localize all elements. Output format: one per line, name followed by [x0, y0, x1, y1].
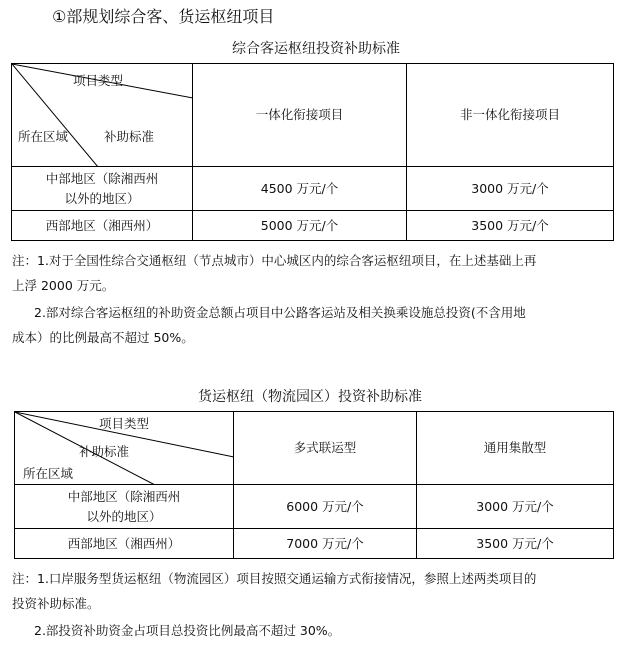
freight-note-1-line-2: 投资补助标准。 — [12, 596, 100, 611]
diagonal-header-cell — [15, 412, 234, 485]
passenger-note-1-line-1: 注：1.对于全国性综合交通枢纽（节点城市）中心城区内的综合客运枢纽项目，在上述基础上再 — [12, 253, 537, 268]
amount-cell: 3000 万元/个 — [417, 485, 614, 529]
amount-cell: 3000 万元/个 — [407, 167, 614, 211]
column-header: 非一体化衔接项目 — [407, 64, 614, 167]
passenger-table-title: 综合客运枢纽投资补助标准 — [232, 41, 400, 57]
table-row — [15, 529, 614, 559]
passenger-note-1-line-2: 上浮 2000 万元。 — [12, 278, 115, 293]
table-row — [12, 211, 614, 241]
section-heading: ①部规划综合客、货运枢纽项目 — [52, 7, 275, 26]
freight-note-2: 2.部投资补助资金占项目总投资比例最高不超过 30%。 — [34, 623, 341, 638]
column-header: 通用集散型 — [417, 412, 614, 485]
diag-label-region: 所在区域 — [18, 129, 69, 144]
region-cell: 中部地区（除湘西州 以外的地区） — [15, 485, 234, 529]
diag-label-subsidy: 补助标准 — [104, 129, 155, 144]
diag-label-project-type: 项目类型 — [99, 416, 150, 431]
diag-label-subsidy: 补助标准 — [79, 444, 130, 459]
diagonal-header-cell — [12, 64, 193, 167]
region-cell: 中部地区（除湘西州 以外的地区） — [12, 167, 193, 211]
amount-cell: 7000 万元/个 — [234, 529, 417, 559]
amount-cell: 4500 万元/个 — [193, 167, 407, 211]
amount-cell: 5000 万元/个 — [193, 211, 407, 241]
region-cell: 西部地区（湘西州） — [12, 211, 193, 241]
table-header-row — [12, 64, 614, 167]
amount-cell: 3500 万元/个 — [407, 211, 614, 241]
table-row — [15, 485, 614, 529]
passenger-subsidy-table — [11, 63, 614, 241]
passenger-note-2-line-1: 2.部对综合客运枢纽的补助资金总额占项目中公路客运站及相关换乘设施总投资(不含用地 — [34, 305, 526, 320]
column-header: 多式联运型 — [234, 412, 417, 485]
table-header-row — [15, 412, 614, 485]
amount-cell: 3500 万元/个 — [417, 529, 614, 559]
diag-label-project-type: 项目类型 — [73, 73, 124, 88]
freight-table-title: 货运枢纽（物流园区）投资补助标准 — [198, 389, 422, 405]
diag-label-region: 所在区域 — [23, 466, 74, 481]
passenger-note-2-line-2: 成本）的比例最高不超过 50%。 — [12, 330, 194, 345]
freight-note-1-line-1: 注：1.口岸服务型货运枢纽（物流园区）项目按照交通运输方式衔接情况，参照上述两类项目的 — [12, 571, 537, 586]
region-cell: 西部地区（湘西州） — [15, 529, 234, 559]
amount-cell: 6000 万元/个 — [234, 485, 417, 529]
column-header: 一体化衔接项目 — [193, 64, 407, 167]
freight-subsidy-table — [14, 411, 614, 559]
table-row — [12, 167, 614, 211]
